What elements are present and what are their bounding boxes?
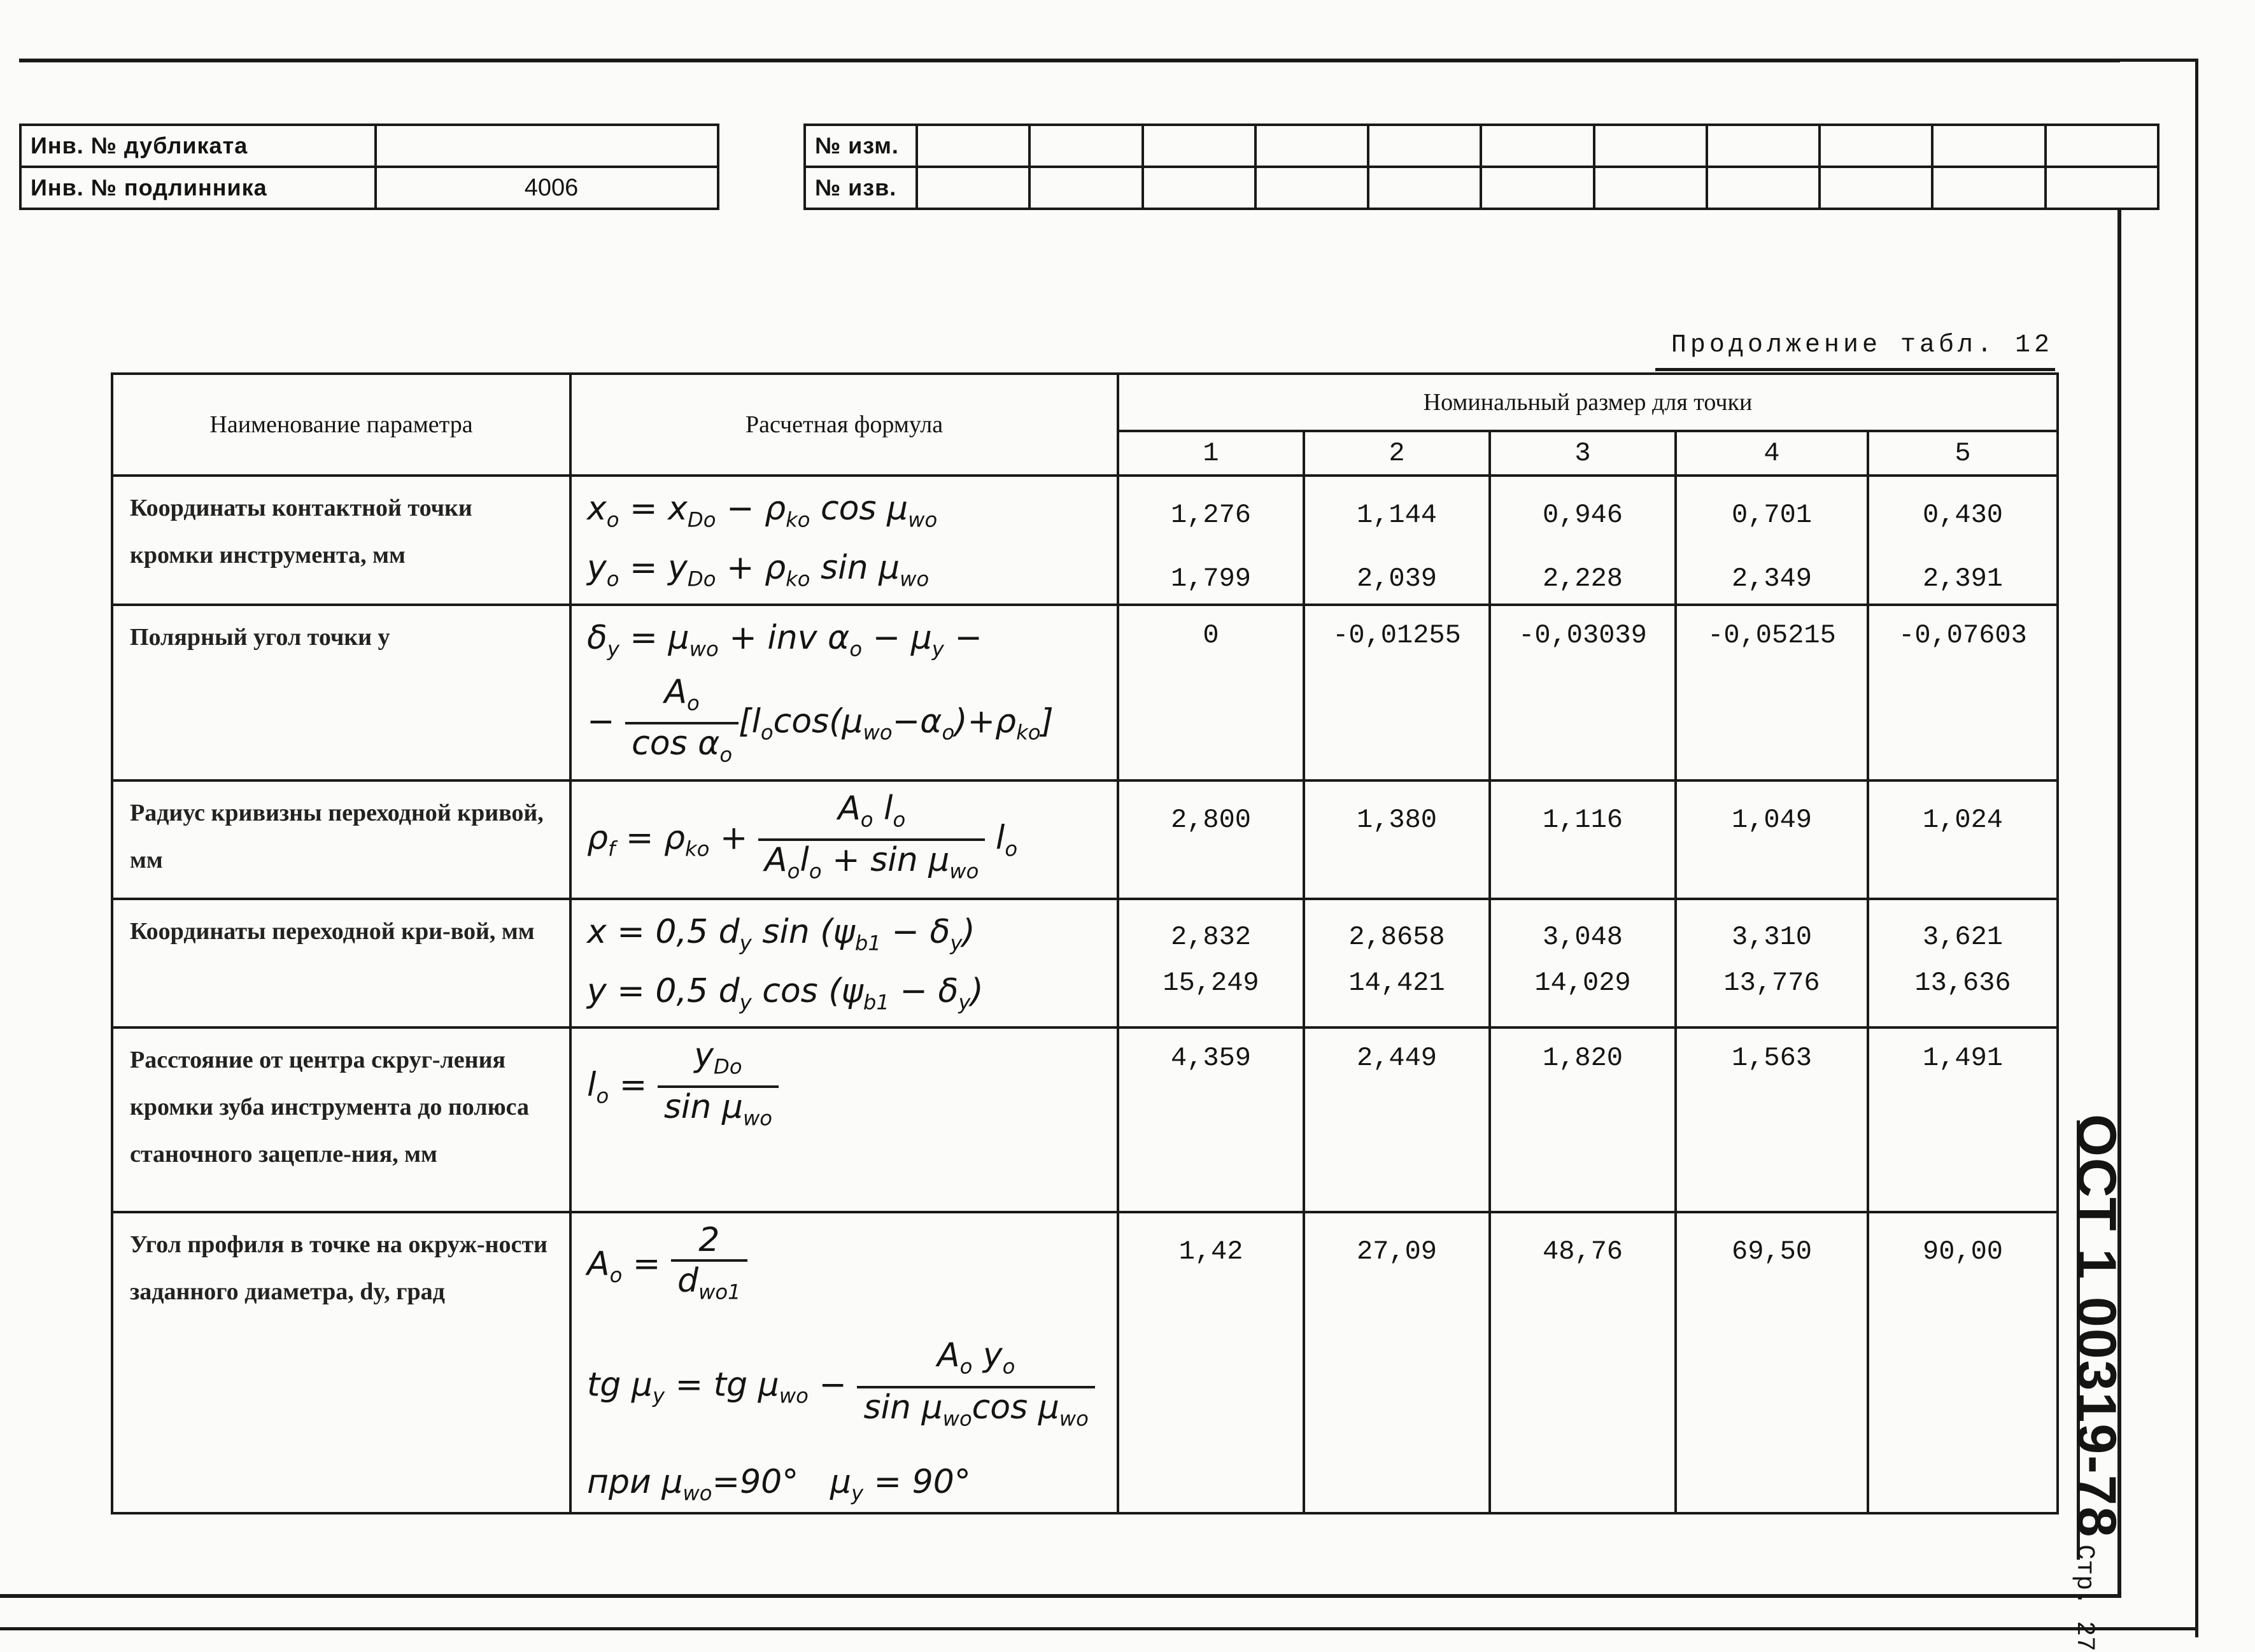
stamp-cell <box>1932 125 2045 167</box>
duplicate-inventory-value <box>376 125 718 167</box>
param-cell: Полярный угол точки y <box>112 605 570 780</box>
table-continuation-caption: Продолжение табл. 12 <box>1671 331 2053 360</box>
value-cell: 2,8658 14,421 <box>1304 899 1490 1028</box>
table-row <box>112 605 2058 780</box>
frame-bottom <box>0 1594 2121 1598</box>
value-cell: 3,621 13,636 <box>1868 899 2058 1028</box>
stamp-cell <box>1143 125 1255 167</box>
param-cell: Радиус кривизны переходной кривой, мм <box>112 780 570 899</box>
value-cell: 1,144 2,039 <box>1304 476 1490 605</box>
value-cell: 69,50 <box>1676 1212 1868 1513</box>
stamp-cell <box>1368 167 1481 209</box>
value-cell: 3,310 13,776 <box>1676 899 1868 1028</box>
value-cell: -0,07603 <box>1868 605 2058 780</box>
caption-underline <box>1655 368 2055 371</box>
notice-number-label: № изв. <box>805 167 917 209</box>
header-formula: Расчетная формула <box>570 374 1118 476</box>
header-point: 3 <box>1490 431 1676 476</box>
value-cell: -0,01255 <box>1304 605 1490 780</box>
stamp-cell <box>1255 125 1368 167</box>
value-cell: 1,820 <box>1490 1027 1676 1212</box>
formula-cell: $x_o = x_{Do} - \rho_{ko}$ $\cos \mu_{wo}$ $y_o = y_{Do} + \rho_{ko}$ $\sin \mu_{wo}$ <box>570 476 1118 605</box>
value-cell: 90,00 <box>1868 1212 2058 1513</box>
header-nominal: Номинальный размер для точки <box>1118 374 2058 431</box>
stamp-cell <box>1143 167 1255 209</box>
stamp-cell <box>2046 125 2158 167</box>
value-cell: 1,276 1,799 <box>1118 476 1304 605</box>
value-cell: 2,832 15,249 <box>1118 899 1304 1028</box>
param-cell: Расстояние от центра скруг-ления кромки зуба инструмента до полюса станочного зацепле-ния, мм <box>112 1027 570 1212</box>
value-cell: 2,800 <box>1118 780 1304 899</box>
value-cell: 1,380 <box>1304 780 1490 899</box>
value-cell: 0,946 2,228 <box>1490 476 1676 605</box>
value-cell: 1,116 <box>1490 780 1676 899</box>
stamp-cell <box>1594 125 1707 167</box>
value-cell: 1,563 <box>1676 1027 1868 1212</box>
table-row <box>112 899 2058 1028</box>
table-row <box>112 476 2058 605</box>
stamp-cell <box>917 125 1029 167</box>
archive-stamp-right <box>803 124 2160 210</box>
table-row <box>112 1212 2058 1513</box>
standard-code: ОСТ 1 00319-78 <box>2066 1114 2127 1539</box>
formula-cell: $\delta_y = \mu_{wo}$ + inv $\alpha_o - \mu_y$ − − $\frac{A_o}{\cos \alpha_o}$ $[l_o\cos(\mu_{wo}-\alpha_o)+\rho_{ko}]$ <box>570 605 1118 780</box>
header-point: 4 <box>1676 431 1868 476</box>
duplicate-inventory-label: Инв. № дубликата <box>20 125 376 167</box>
value-cell: 1,42 <box>1118 1212 1304 1513</box>
stamp-cell <box>2046 167 2158 209</box>
table-row <box>112 1027 2058 1212</box>
param-cell: Угол профиля в точке на окруж-ности заданного диаметра, dy, град <box>112 1212 570 1513</box>
value-cell: 1,491 <box>1868 1027 2058 1212</box>
value-cell: 4,359 <box>1118 1027 1304 1212</box>
stamp-cell <box>1029 167 1142 209</box>
frame-top-right <box>2120 59 2196 62</box>
frame-outer-bottom <box>0 1627 2198 1630</box>
stamp-cell <box>1029 125 1142 167</box>
stamp-cell <box>917 167 1029 209</box>
param-cell: Координаты контактной точки кромки инструмента, мм <box>112 476 570 605</box>
header-param: Наименование параметра <box>112 374 570 476</box>
formula-cell: $A_o$ = $\frac{2}{d_{wo1}}$ tg $\mu_y$ = tg $\mu_{wo}$ − $\frac{A_o y_o}{\sin \mu_{wo}\cos \mu_{wo}}$ при $\mu_{wo}=90^\circ$ $\mu_y = 90^\circ$ <box>570 1212 1118 1513</box>
stamp-cell <box>1481 167 1594 209</box>
value-cell: 0,701 2,349 <box>1676 476 1868 605</box>
original-inventory-label: Инв. № подлинника <box>20 167 376 209</box>
stamp-cell <box>1932 167 2045 209</box>
value-cell: 48,76 <box>1490 1212 1676 1513</box>
value-cell: -0,05215 <box>1676 605 1868 780</box>
stamp-cell <box>1707 125 1820 167</box>
stamp-cell <box>1594 167 1707 209</box>
value-cell: 2,449 <box>1304 1027 1490 1212</box>
header-point: 2 <box>1304 431 1490 476</box>
param-cell: Координаты переходной кри-вой, мм <box>112 899 570 1028</box>
stamp-cell <box>1820 167 1932 209</box>
formula-cell: $\rho_f = \rho_{ko}$ + $\frac{A_o l_o}{A_ol_o + \sin \mu_{wo}}$ $l_o$ <box>570 780 1118 899</box>
formula-cell: $l_o$ = $\frac{y_{Do}}{\sin \mu_{wo}}$ <box>570 1027 1118 1212</box>
stamp-cell <box>1368 125 1481 167</box>
stamp-cell <box>1707 167 1820 209</box>
page-number: Стр. 27 <box>2070 1544 2098 1652</box>
value-cell: 0,430 2,391 <box>1868 476 2058 605</box>
header-point: 1 <box>1118 431 1304 476</box>
value-cell: 3,048 14,029 <box>1490 899 1676 1028</box>
change-number-label: № изм. <box>805 125 917 167</box>
frame-top <box>19 59 2120 62</box>
value-cell: 1,024 <box>1868 780 2058 899</box>
frame-outer-right <box>2195 59 2198 1637</box>
value-cell: 0 <box>1118 605 1304 780</box>
original-inventory-value: 4006 <box>376 167 718 209</box>
value-cell: 1,049 <box>1676 780 1868 899</box>
table-row <box>112 780 2058 899</box>
parameters-table <box>111 372 2059 1514</box>
stamp-cell <box>1255 167 1368 209</box>
stamp-cell <box>1820 125 1932 167</box>
value-cell: 27,09 <box>1304 1212 1490 1513</box>
stamp-cell <box>1481 125 1594 167</box>
standard-code-block <box>2066 1114 2134 1652</box>
formula-cell: x = 0,5 $d_y$ $\sin (\psi_{b1} - \delta_y)$ y = 0,5 $d_y$ $\cos (\psi_{b1} - \delta_y)$ <box>570 899 1118 1028</box>
archive-stamp-left <box>19 124 719 210</box>
value-cell: -0,03039 <box>1490 605 1676 780</box>
header-point: 5 <box>1868 431 2058 476</box>
